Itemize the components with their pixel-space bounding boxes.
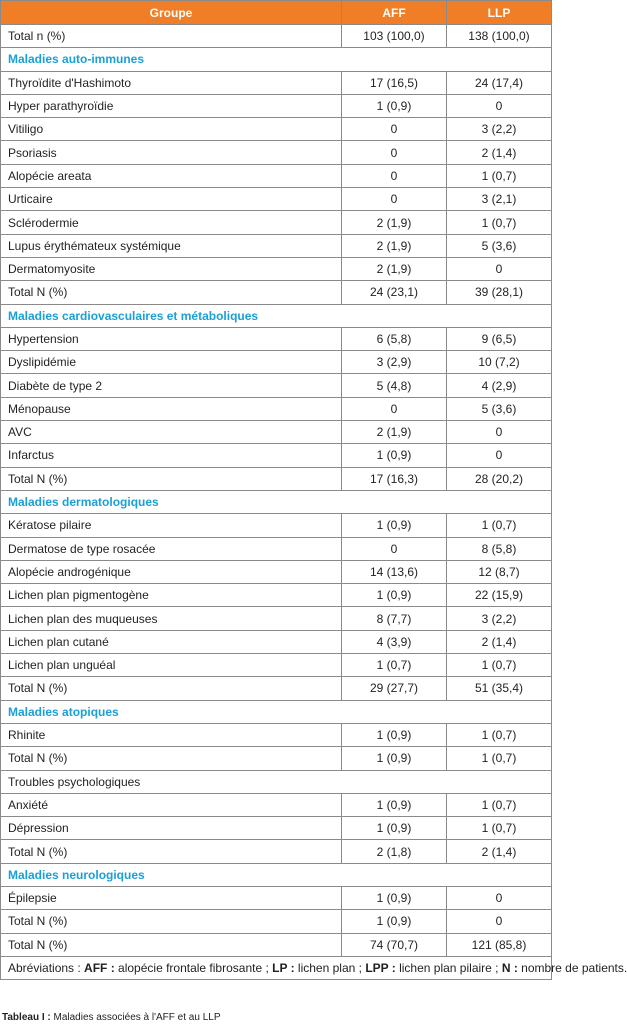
cell-aff: 2 (1,9) bbox=[342, 257, 447, 280]
cell-llp: 1 (0,7) bbox=[447, 793, 552, 816]
abbr-term: LP : bbox=[272, 961, 295, 976]
cell-aff: 0 bbox=[342, 141, 447, 164]
cell-aff: 1 (0,9) bbox=[342, 817, 447, 840]
section-header-row bbox=[1, 304, 552, 327]
abbreviations-row bbox=[1, 956, 552, 979]
table-row bbox=[1, 537, 552, 560]
row-label: Total N (%) bbox=[1, 467, 342, 490]
cell-aff: 1 (0,7) bbox=[342, 654, 447, 677]
row-label: Ménopause bbox=[1, 397, 342, 420]
row-label: Alopécie androgénique bbox=[1, 560, 342, 583]
abbr-text: nombre de patients. bbox=[517, 961, 627, 976]
abbr-text: lichen plan pilaire ; bbox=[395, 961, 502, 976]
table-row bbox=[1, 351, 552, 374]
cell-aff: 1 (0,9) bbox=[342, 886, 447, 909]
table-caption bbox=[2, 1012, 221, 1023]
row-label: Psoriasis bbox=[1, 141, 342, 164]
table-row bbox=[1, 793, 552, 816]
cell-aff: 14 (13,6) bbox=[342, 560, 447, 583]
cell-aff: 5 (4,8) bbox=[342, 374, 447, 397]
table-row bbox=[1, 607, 552, 630]
row-label: Lichen plan des muqueuses bbox=[1, 607, 342, 630]
cell-llp: 1 (0,7) bbox=[447, 211, 552, 234]
cell-llp: 12 (8,7) bbox=[447, 560, 552, 583]
subgroup-row bbox=[1, 770, 552, 793]
cell-llp: 51 (35,4) bbox=[447, 677, 552, 700]
cell-llp: 0 bbox=[447, 421, 552, 444]
row-label: Total N (%) bbox=[1, 933, 342, 956]
cell-aff: 2 (1,9) bbox=[342, 211, 447, 234]
cell-llp: 28 (20,2) bbox=[447, 467, 552, 490]
abbr-text: alopécie frontale fibrosante ; bbox=[114, 961, 273, 976]
section-header-row bbox=[1, 700, 552, 723]
row-label: Épilepsie bbox=[1, 886, 342, 909]
row-label: Total N (%) bbox=[1, 747, 342, 770]
abbreviations-note bbox=[1, 956, 627, 979]
table-body bbox=[1, 25, 552, 957]
section-title: Maladies dermatologiques bbox=[1, 490, 552, 513]
row-label: Lichen plan pigmentogène bbox=[1, 584, 342, 607]
abbr-text: lichen plan ; bbox=[294, 961, 366, 976]
table-row bbox=[1, 327, 552, 350]
cell-llp: 8 (5,8) bbox=[447, 537, 552, 560]
table-row bbox=[1, 817, 552, 840]
cell-llp: 121 (85,8) bbox=[447, 933, 552, 956]
cell-aff: 1 (0,9) bbox=[342, 793, 447, 816]
cell-llp: 5 (3,6) bbox=[447, 397, 552, 420]
row-label: Kératose pilaire bbox=[1, 514, 342, 537]
table-row bbox=[1, 94, 552, 117]
cell-aff: 0 bbox=[342, 118, 447, 141]
row-label: Vitiligo bbox=[1, 118, 342, 141]
row-label: AVC bbox=[1, 421, 342, 444]
table-row bbox=[1, 25, 552, 48]
cell-aff: 6 (5,8) bbox=[342, 327, 447, 350]
cell-aff: 1 (0,9) bbox=[342, 747, 447, 770]
row-label: Total N (%) bbox=[1, 840, 342, 863]
cell-aff: 24 (23,1) bbox=[342, 281, 447, 304]
table-row bbox=[1, 164, 552, 187]
row-label: Total n (%) bbox=[1, 25, 342, 48]
table-row bbox=[1, 840, 552, 863]
table-row bbox=[1, 747, 552, 770]
table-row bbox=[1, 118, 552, 141]
table-row bbox=[1, 444, 552, 467]
cell-llp: 0 bbox=[447, 94, 552, 117]
cell-aff: 0 bbox=[342, 164, 447, 187]
cell-aff: 1 (0,9) bbox=[342, 910, 447, 933]
table-row bbox=[1, 211, 552, 234]
table-row bbox=[1, 141, 552, 164]
table-row bbox=[1, 71, 552, 94]
cell-llp: 2 (1,4) bbox=[447, 840, 552, 863]
table-row bbox=[1, 584, 552, 607]
cell-aff: 2 (1,9) bbox=[342, 421, 447, 444]
cell-aff: 0 bbox=[342, 397, 447, 420]
cell-aff: 3 (2,9) bbox=[342, 351, 447, 374]
section-header-row bbox=[1, 490, 552, 513]
cell-llp: 9 (6,5) bbox=[447, 327, 552, 350]
cell-llp: 0 bbox=[447, 257, 552, 280]
cell-llp: 1 (0,7) bbox=[447, 747, 552, 770]
row-label: Dyslipidémie bbox=[1, 351, 342, 374]
table-row bbox=[1, 630, 552, 653]
caption-text: Maladies associées à l'AFF et au LLP bbox=[50, 1012, 221, 1023]
table-row bbox=[1, 910, 552, 933]
table-row bbox=[1, 514, 552, 537]
table-row bbox=[1, 421, 552, 444]
cell-aff: 74 (70,7) bbox=[342, 933, 447, 956]
table-row bbox=[1, 677, 552, 700]
cell-llp: 138 (100,0) bbox=[447, 25, 552, 48]
cell-llp: 1 (0,7) bbox=[447, 654, 552, 677]
abbr-text: Abréviations : bbox=[8, 961, 85, 976]
table-header-row bbox=[1, 1, 552, 25]
subgroup-title: Troubles psychologiques bbox=[1, 770, 552, 793]
table-row bbox=[1, 188, 552, 211]
abbr-term: AFF : bbox=[84, 961, 115, 976]
table-row bbox=[1, 234, 552, 257]
cell-llp: 0 bbox=[447, 444, 552, 467]
section-header-row bbox=[1, 863, 552, 886]
row-label: Lichen plan unguéal bbox=[1, 654, 342, 677]
cell-aff: 1 (0,9) bbox=[342, 723, 447, 746]
cell-aff: 8 (7,7) bbox=[342, 607, 447, 630]
section-title: Maladies neurologiques bbox=[1, 863, 552, 886]
header-groupe: Groupe bbox=[1, 1, 342, 25]
table-row bbox=[1, 560, 552, 583]
cell-llp: 1 (0,7) bbox=[447, 164, 552, 187]
header-aff: AFF bbox=[342, 1, 447, 25]
table-row bbox=[1, 467, 552, 490]
cell-llp: 0 bbox=[447, 910, 552, 933]
table-row bbox=[1, 397, 552, 420]
cell-llp: 22 (15,9) bbox=[447, 584, 552, 607]
cell-aff: 17 (16,5) bbox=[342, 71, 447, 94]
table-row bbox=[1, 654, 552, 677]
abbr-term: LPP : bbox=[365, 961, 396, 976]
row-label: Hypertension bbox=[1, 327, 342, 350]
header-llp: LLP bbox=[447, 1, 552, 25]
cell-llp: 3 (2,2) bbox=[447, 118, 552, 141]
row-label: Hyper parathyroïdie bbox=[1, 94, 342, 117]
row-label: Lupus érythémateux systémique bbox=[1, 234, 342, 257]
row-label: Lichen plan cutané bbox=[1, 630, 342, 653]
row-label: Diabète de type 2 bbox=[1, 374, 342, 397]
table-row bbox=[1, 886, 552, 909]
cell-llp: 2 (1,4) bbox=[447, 630, 552, 653]
cell-aff: 0 bbox=[342, 188, 447, 211]
row-label: Dépression bbox=[1, 817, 342, 840]
row-label: Infarctus bbox=[1, 444, 342, 467]
section-header-row bbox=[1, 48, 552, 71]
cell-llp: 2 (1,4) bbox=[447, 141, 552, 164]
cell-llp: 39 (28,1) bbox=[447, 281, 552, 304]
table-row bbox=[1, 723, 552, 746]
row-label: Alopécie areata bbox=[1, 164, 342, 187]
caption-label: Tableau I : bbox=[2, 1012, 51, 1023]
row-label: Urticaire bbox=[1, 188, 342, 211]
cell-llp: 24 (17,4) bbox=[447, 71, 552, 94]
cell-aff: 4 (3,9) bbox=[342, 630, 447, 653]
cell-llp: 5 (3,6) bbox=[447, 234, 552, 257]
row-label: Dermatomyosite bbox=[1, 257, 342, 280]
row-label: Rhinite bbox=[1, 723, 342, 746]
cell-llp: 1 (0,7) bbox=[447, 514, 552, 537]
cell-aff: 29 (27,7) bbox=[342, 677, 447, 700]
row-label: Anxiété bbox=[1, 793, 342, 816]
row-label: Total N (%) bbox=[1, 677, 342, 700]
cell-llp: 3 (2,1) bbox=[447, 188, 552, 211]
cell-llp: 0 bbox=[447, 886, 552, 909]
table-row bbox=[1, 933, 552, 956]
row-label: Thyroïdite d'Hashimoto bbox=[1, 71, 342, 94]
cell-aff: 2 (1,8) bbox=[342, 840, 447, 863]
row-label: Total N (%) bbox=[1, 281, 342, 304]
cell-llp: 3 (2,2) bbox=[447, 607, 552, 630]
row-label: Sclérodermie bbox=[1, 211, 342, 234]
table-row bbox=[1, 374, 552, 397]
cell-llp: 4 (2,9) bbox=[447, 374, 552, 397]
cell-llp: 1 (0,7) bbox=[447, 817, 552, 840]
section-title: Maladies auto-immunes bbox=[1, 48, 552, 71]
cell-aff: 0 bbox=[342, 537, 447, 560]
table-row bbox=[1, 257, 552, 280]
table-row bbox=[1, 281, 552, 304]
cell-aff: 103 (100,0) bbox=[342, 25, 447, 48]
cell-aff: 1 (0,9) bbox=[342, 514, 447, 537]
cell-aff: 2 (1,9) bbox=[342, 234, 447, 257]
cell-llp: 10 (7,2) bbox=[447, 351, 552, 374]
row-label: Total N (%) bbox=[1, 910, 342, 933]
cell-llp: 1 (0,7) bbox=[447, 723, 552, 746]
cell-aff: 1 (0,9) bbox=[342, 444, 447, 467]
row-label: Dermatose de type rosacée bbox=[1, 537, 342, 560]
cell-aff: 1 (0,9) bbox=[342, 584, 447, 607]
abbr-term: N : bbox=[501, 961, 518, 976]
cell-aff: 17 (16,3) bbox=[342, 467, 447, 490]
section-title: Maladies atopiques bbox=[1, 700, 552, 723]
cell-aff: 1 (0,9) bbox=[342, 94, 447, 117]
section-title: Maladies cardiovasculaires et métaboliques bbox=[1, 304, 552, 327]
